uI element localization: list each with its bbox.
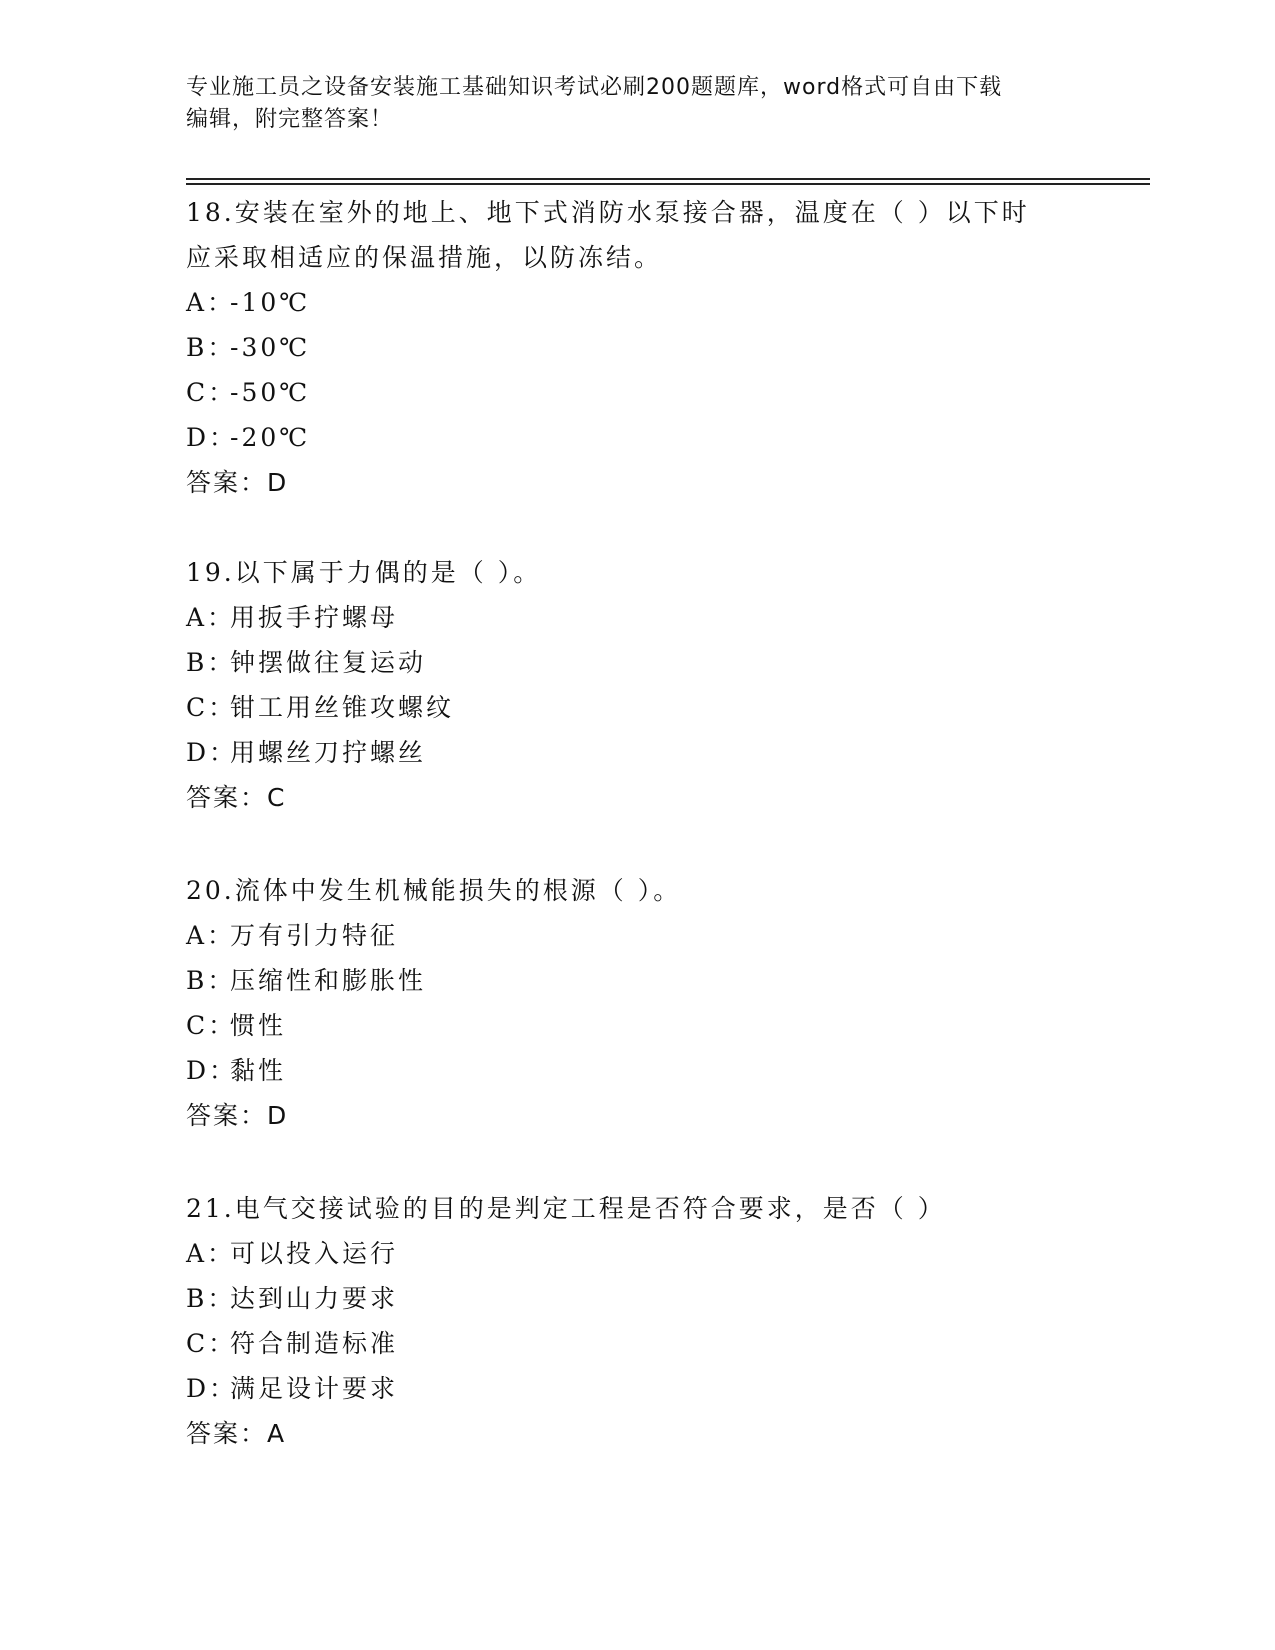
answer-line: 答案：A [186,1419,287,1448]
option-text: 符合制造标准 [230,1329,399,1358]
question-stem-line-1: 20.流体中发生机械能损失的根源（ ）。 [186,876,682,905]
option-c [186,685,1086,730]
question-19 [186,550,1086,820]
question-stem-line-1: 21.电气交接试验的目的是判定工程是否符合要求，是否（ ） [186,1194,946,1223]
option-text: 用螺丝刀拧螺丝 [230,738,427,767]
option-text: 达到山力要求 [230,1284,399,1313]
question-stem-line-1: 18.安装在室外的地上、地下式消防水泵接合器，温度在（ ）以下时 [186,198,1030,227]
question-21 [186,1186,1086,1456]
question-stem [186,1186,1086,1231]
option-d [186,415,1086,460]
option-d [186,1048,1086,1093]
answer-line: 答案：D [186,1101,289,1130]
header-title-line-2: 编辑，附完整答案！ [186,107,394,132]
header-divider-top [186,178,1150,180]
option-key: A： [186,288,236,317]
option-key: D： [186,1374,238,1403]
question-stem [186,868,1086,913]
answer-line: 答案：D [186,468,289,497]
answer-line: 答案：C [186,783,287,812]
option-text: -30℃ [230,333,311,362]
option-c [186,1321,1086,1366]
option-text: -50℃ [230,378,311,407]
question-20 [186,868,1086,1138]
option-a [186,913,1086,958]
option-a [186,280,1086,325]
option-d [186,1366,1086,1411]
option-key: A： [186,921,236,950]
option-key: C： [186,1011,237,1040]
option-key: B： [186,966,236,995]
option-text: 黏性 [230,1056,287,1085]
option-b [186,1276,1086,1321]
option-key: D： [186,1056,238,1085]
option-text: -20℃ [230,423,311,452]
option-b [186,640,1086,685]
option-key: C： [186,693,237,722]
option-text: 可以投入运行 [230,1239,399,1268]
option-key: C： [186,378,237,407]
option-text: 钳工用丝锥攻螺纹 [230,693,455,722]
option-key: B： [186,1284,236,1313]
option-text: 惯性 [230,1011,287,1040]
option-text: 满足设计要求 [230,1374,399,1403]
question-stem-line-1: 19.以下属于力偶的是（ ）。 [186,558,542,587]
option-text: 压缩性和膨胀性 [230,966,427,995]
header-divider-bottom [186,183,1150,185]
option-key: A： [186,603,236,632]
option-text: 用扳手拧螺母 [230,603,399,632]
header-title-line-1: 专业施工员之设备安装施工基础知识考试必刷200题题库，word格式可自由下载 [186,75,1003,100]
option-b [186,958,1086,1003]
option-text: 钟摆做往复运动 [230,648,427,677]
document-header [186,72,1066,136]
option-a [186,595,1086,640]
option-c [186,370,1086,415]
option-key: A： [186,1239,236,1268]
option-text: -10℃ [230,288,311,317]
question-stem-line-2: 应采取相适应的保温措施，以防冻结。 [186,243,663,272]
option-key: D： [186,423,238,452]
question-stem [186,190,1086,280]
question-stem [186,550,1086,595]
question-18 [186,190,1086,505]
option-key: B： [186,648,236,677]
option-text: 万有引力特征 [230,921,399,950]
option-a [186,1231,1086,1276]
option-key: B： [186,333,236,362]
option-d [186,730,1086,775]
option-c [186,1003,1086,1048]
option-b [186,325,1086,370]
option-key: D： [186,738,238,767]
option-key: C： [186,1329,237,1358]
